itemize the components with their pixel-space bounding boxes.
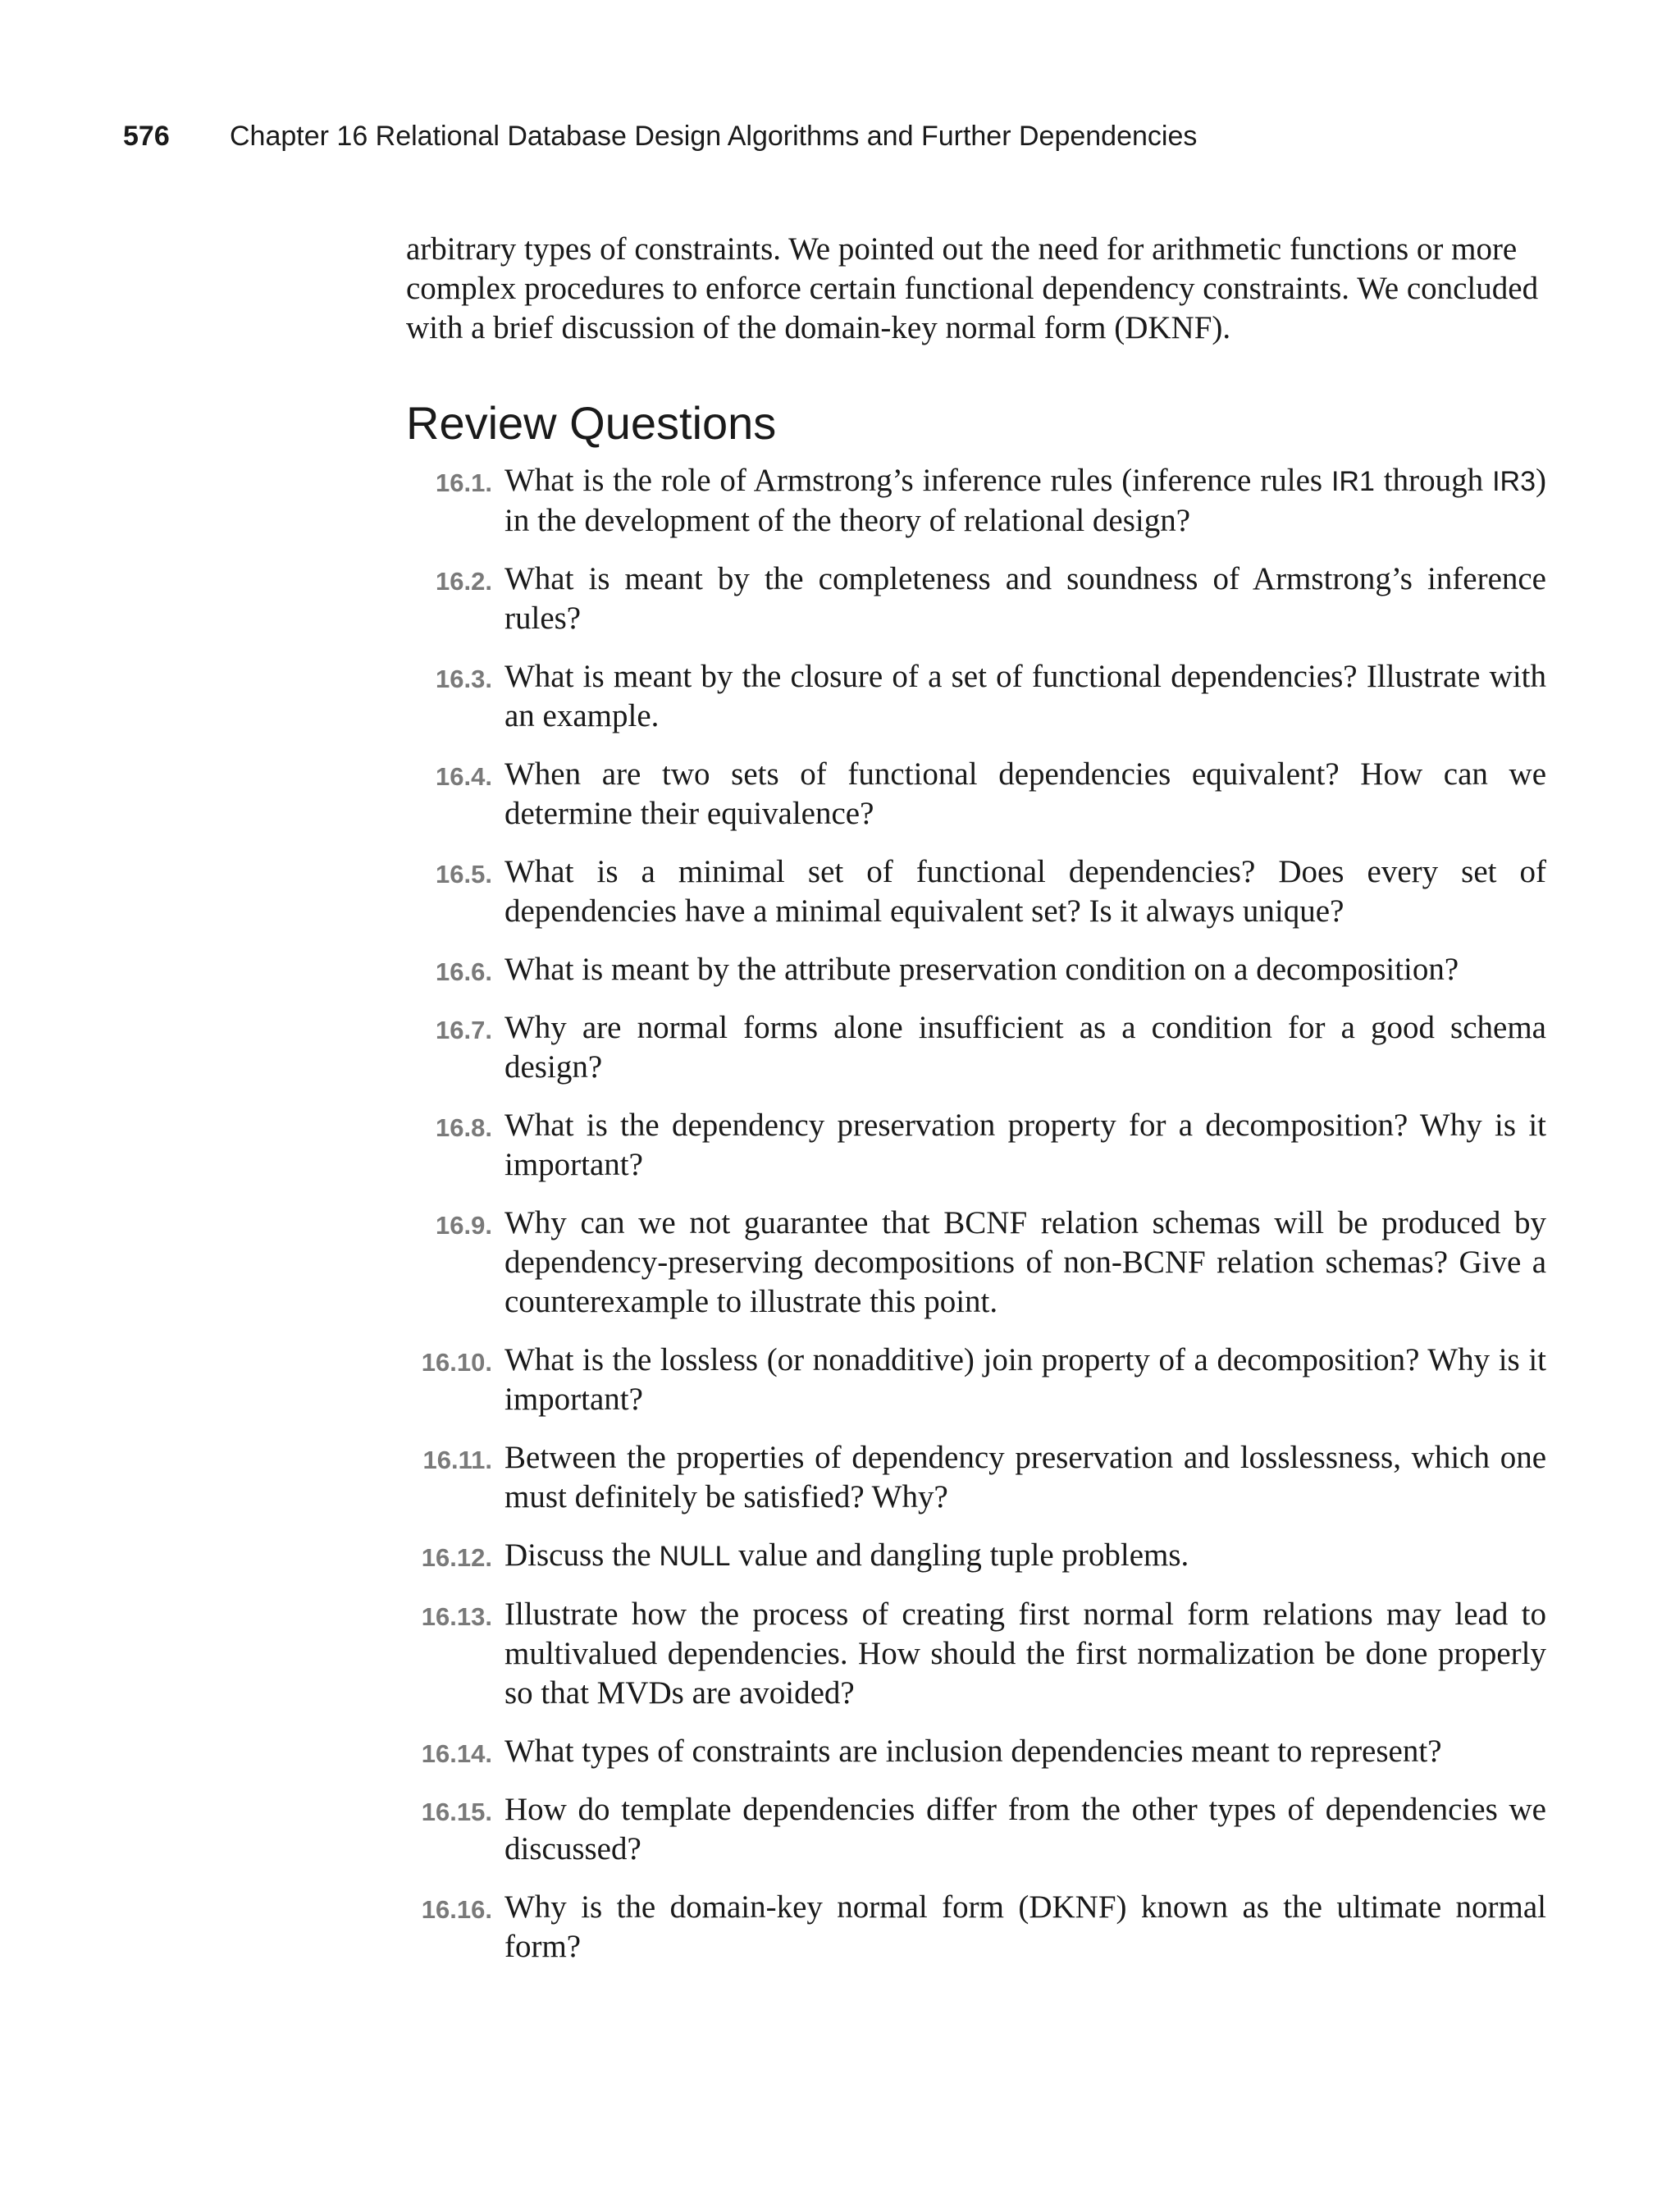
question-text: What is a minimal set of functional dependencies? Does every set of dependencies have a minimal equivalent set? Is it always unique? bbox=[504, 854, 1546, 929]
question-text: Why are normal forms alone insufficient as a condition for a good schema design? bbox=[504, 1010, 1546, 1085]
question-text: Between the properties of dependency preservation and losslessness, which one must definitely be satisfied? Why? bbox=[504, 1440, 1546, 1514]
question-text: What is meant by the attribute preservation condition on a decomposition? bbox=[504, 952, 1459, 987]
question-16-1 bbox=[406, 461, 1546, 541]
question-16-15 bbox=[406, 1790, 1546, 1869]
question-text: What types of constraints are inclusion dependencies meant to represent? bbox=[504, 1734, 1442, 1769]
question-16-10 bbox=[406, 1341, 1546, 1419]
question-text: Illustrate how the process of creating first normal form relations may lead to multivalued dependencies. How should the first normalization be done properly so that MVDs are avoided? bbox=[504, 1597, 1546, 1711]
null-keyword: NULL bbox=[659, 1541, 731, 1572]
question-text: Why is the domain-key normal form (DKNF) known as the ultimate normal form? bbox=[504, 1889, 1546, 1964]
question-text: What is meant by the closure of a set of functional dependencies? Illustrate with an example. bbox=[504, 659, 1546, 733]
question-text: Discuss the NULL value and dangling tuple problems. bbox=[504, 1537, 1189, 1573]
question-16-2 bbox=[406, 560, 1546, 638]
question-16-14 bbox=[406, 1732, 1546, 1771]
question-number: 16.11. bbox=[422, 1446, 492, 1474]
review-questions-list bbox=[406, 461, 1546, 1967]
question-16-7 bbox=[406, 1008, 1546, 1087]
question-16-8 bbox=[406, 1106, 1546, 1185]
question-number: 16.16. bbox=[421, 1895, 492, 1924]
question-number: 16.9. bbox=[436, 1211, 492, 1240]
question-number: 16.7. bbox=[436, 1016, 492, 1044]
question-number: 16.14. bbox=[421, 1739, 492, 1768]
question-16-6 bbox=[406, 950, 1546, 989]
question-number: 16.12. bbox=[421, 1543, 492, 1572]
question-number: 16.15. bbox=[421, 1798, 492, 1826]
section-heading: Review Questions bbox=[406, 397, 777, 449]
question-text: Why can we not guarantee that BCNF relation schemas will be produced by dependency-preserving decompositions of non-BCNF relation schemas? Give a counterexample to illustrate this point. bbox=[504, 1205, 1546, 1319]
question-number: 16.13. bbox=[421, 1602, 492, 1631]
page-number: 576 bbox=[123, 121, 170, 152]
intro-paragraph: arbitrary types of constraints. We pointed out the need for arithmetic functions or more complex procedures to enforce certain functional dependency constraints. We concluded with a brief discussion of the domain-key normal form (DKNF). bbox=[406, 231, 1539, 345]
question-16-12 bbox=[406, 1536, 1546, 1576]
question-16-4 bbox=[406, 755, 1546, 834]
question-16-5 bbox=[406, 852, 1546, 931]
question-16-11 bbox=[406, 1438, 1546, 1517]
question-16-13 bbox=[406, 1595, 1546, 1713]
question-number: 16.10. bbox=[421, 1348, 492, 1377]
question-number: 16.3. bbox=[436, 665, 492, 693]
question-text: What is the dependency preservation property for a decomposition? Why is it important? bbox=[504, 1108, 1546, 1182]
rule-ir1: IR1 bbox=[1331, 466, 1375, 497]
question-16-9 bbox=[406, 1204, 1546, 1322]
question-16-16 bbox=[406, 1888, 1546, 1967]
question-text: What is meant by the completeness and soundness of Armstrong’s inference rules? bbox=[504, 561, 1546, 636]
question-number: 16.6. bbox=[436, 957, 492, 986]
question-number: 16.1. bbox=[436, 468, 492, 497]
question-text: What is the lossless (or nonadditive) join property of a decomposition? Why is it important? bbox=[504, 1342, 1546, 1417]
page-content bbox=[406, 230, 1546, 1985]
question-text: How do template dependencies differ from the other types of dependencies we discussed? bbox=[504, 1792, 1546, 1866]
running-head bbox=[123, 120, 1197, 153]
question-number: 16.2. bbox=[436, 567, 492, 596]
chapter-title: Chapter 16 Relational Database Design Algorithms and Further Dependencies bbox=[230, 121, 1198, 152]
question-text: When are two sets of functional dependencies equivalent? How can we determine their equivalence? bbox=[504, 756, 1546, 831]
question-text: What is the role of Armstrong’s inference rules (inference rules IR1 through IR3) in the development of the theory of relational design? bbox=[504, 463, 1546, 538]
question-16-3 bbox=[406, 657, 1546, 736]
rule-ir3: IR3 bbox=[1492, 466, 1536, 497]
question-number: 16.5. bbox=[436, 860, 492, 889]
question-number: 16.8. bbox=[436, 1113, 492, 1142]
question-number: 16.4. bbox=[436, 762, 492, 791]
